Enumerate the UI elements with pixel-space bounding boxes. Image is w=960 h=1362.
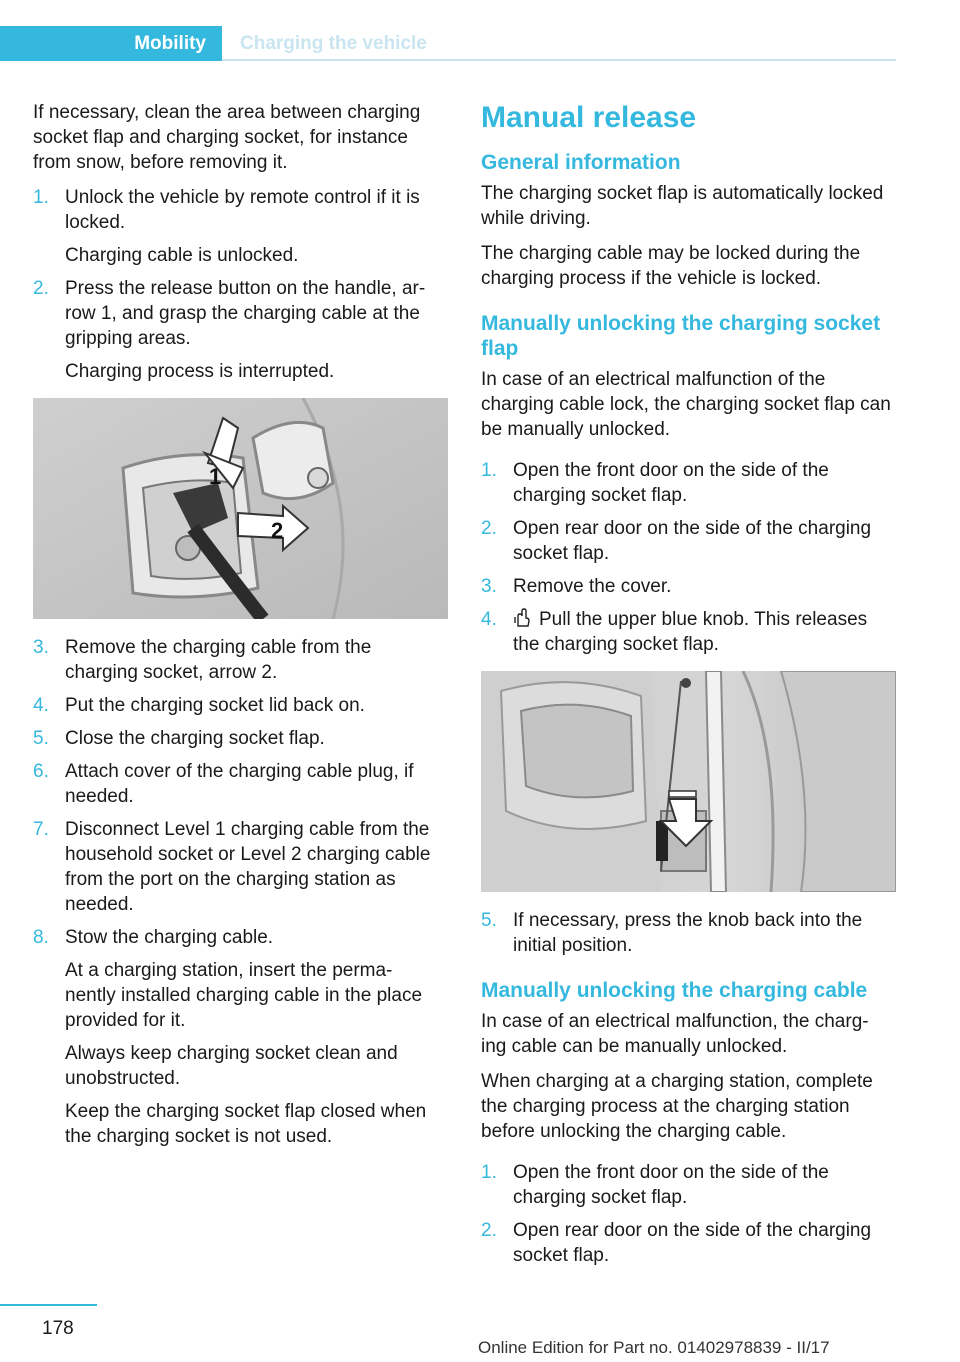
step-number: 3.: [33, 637, 49, 658]
step-number: 4.: [481, 609, 497, 630]
charging-plug-illustration: [33, 398, 448, 619]
list-item: [33, 276, 448, 351]
section-tab: Mobility: [0, 26, 222, 61]
step-text: Press the release button on the handle, ar‐ row 1, and grasp the charging cable at the gripping areas.: [65, 278, 426, 349]
step-text: Open rear door on the side of the charging socket flap.: [513, 1220, 872, 1266]
step-text: Close the charging socket flap.: [65, 728, 325, 749]
step-number: 8.: [33, 927, 49, 948]
intro-paragraph: If necessary, clean the area between charging socket flap and charging socket, for instance from snow, before removing it.: [33, 102, 421, 173]
page-number: 178: [42, 1318, 74, 1339]
list-item: [33, 693, 448, 718]
list-item: [33, 726, 448, 751]
step-text: Pull the upper blue knob. This releases the charging socket flap.: [513, 609, 868, 655]
step-number: 3.: [481, 576, 497, 597]
step-number: 6.: [33, 761, 49, 782]
paragraph: The charging cable may be locked during the charging process if the vehicle is locked.: [481, 243, 861, 289]
step-note: Charging process is interrupted.: [65, 361, 335, 382]
header-rule: [222, 59, 896, 61]
step-text: Disconnect Level 1 charging cable from the household socket or Level 2 charging cable from the port on the charging station as needed.: [65, 819, 431, 915]
list-item: [481, 908, 896, 958]
list-item: [33, 925, 448, 950]
list-item: [481, 458, 896, 508]
subsection-heading: Manually unlocking the charging socket flap: [481, 312, 881, 360]
paragraph: In case of an electrical malfunction, the charg‐ ing cable can be manually unlocked.: [481, 1011, 869, 1057]
section-heading: Manual release: [481, 101, 697, 134]
paragraph: When charging at a charging station, complete the charging process at the charging station before unlocking the charging cable.: [481, 1071, 873, 1142]
list-item: [33, 185, 448, 235]
step-text: Unlock the vehicle by remote control if it is locked.: [65, 187, 420, 233]
step-note: Keep the charging socket flap closed when the charging socket is not used.: [65, 1101, 427, 1147]
list-item: [481, 1160, 896, 1210]
step-note: Charging cable is unlocked.: [65, 245, 299, 266]
list-item: [481, 1218, 896, 1268]
step-text: Attach cover of the charging cable plug, if needed.: [65, 761, 414, 807]
step-number: 1.: [481, 1162, 497, 1183]
subsection-heading: General information: [481, 151, 681, 174]
arrow-label-2: 2: [271, 518, 284, 543]
list-item: [481, 516, 896, 566]
footer-rule: [0, 1304, 97, 1306]
step-number: 2.: [481, 518, 497, 539]
step-number: 5.: [481, 910, 497, 931]
step-note: At a charging station, insert the perma‐ nently installed charging cable in the place provided for it.: [65, 960, 423, 1031]
door-knob-illustration: [481, 671, 896, 892]
paragraph: In case of an electrical malfunction of the charging cable lock, the charging socket flap can be manually unlocked.: [481, 369, 891, 440]
step-number: 2.: [481, 1220, 497, 1241]
arrow-label-1: 1: [209, 464, 222, 489]
step-text: Open rear door on the side of the charging socket flap.: [513, 518, 872, 564]
step-text: Remove the charging cable from the charging socket, arrow 2.: [65, 637, 372, 683]
step-text: Put the charging socket lid back on.: [65, 695, 365, 716]
edition-note: Online Edition for Part no. 01402978839 - II/17: [478, 1338, 830, 1357]
list-item: [481, 607, 896, 657]
list-item: [33, 635, 448, 685]
page-header: [0, 26, 896, 61]
hand-pull-icon: [513, 608, 531, 628]
list-item: [481, 574, 896, 599]
step-note: Always keep charging socket clean and unobstructed.: [65, 1043, 398, 1089]
step-text: Open the front door on the side of the charging socket flap.: [513, 1162, 829, 1208]
left-column: [33, 100, 448, 1157]
step-number: 2.: [33, 278, 49, 299]
step-number: 7.: [33, 819, 49, 840]
step-number: 5.: [33, 728, 49, 749]
step-text: Open the front door on the side of the charging socket flap.: [513, 460, 829, 506]
step-number: 1.: [481, 460, 497, 481]
subsection-heading: Manually unlocking the charging cable: [481, 979, 868, 1002]
chapter-title: Charging the vehicle: [240, 33, 427, 54]
step-number: 4.: [33, 695, 49, 716]
list-item: [33, 817, 448, 917]
step-text: Remove the cover.: [513, 576, 672, 597]
right-column: [481, 100, 896, 1276]
paragraph: The charging socket flap is automatically locked while driving.: [481, 183, 884, 229]
step-text: Stow the charging cable.: [65, 927, 274, 948]
list-item: [33, 759, 448, 809]
step-number: 1.: [33, 187, 49, 208]
step-text: If necessary, press the knob back into the initial position.: [513, 910, 863, 956]
